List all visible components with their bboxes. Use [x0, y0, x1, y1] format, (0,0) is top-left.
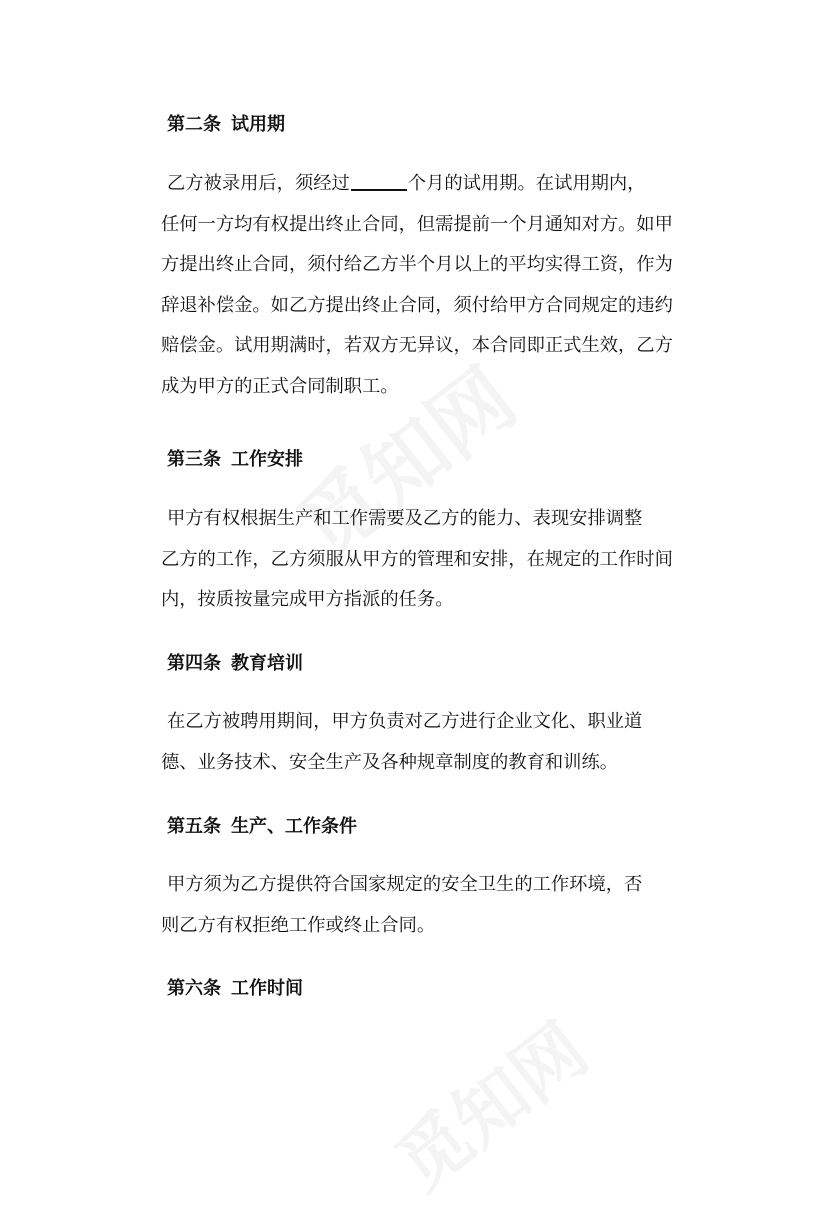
blank-field — [351, 171, 407, 191]
body-line: 则乙方有权拒绝工作或终止合同。 — [161, 914, 436, 936]
article-body — [161, 164, 723, 407]
body-line — [167, 164, 723, 205]
watermark — [371, 995, 605, 1209]
article-body — [161, 865, 723, 946]
body-line: 赔偿金。试用期满时，若双方无异议，本合同即正式生效，乙方 — [161, 335, 673, 356]
article-title: 教育培训 — [231, 653, 303, 674]
article-title: 生产、工作条件 — [231, 816, 357, 837]
body-line: 成为甲方的正式合同制职工。 — [161, 375, 399, 397]
body-line: 乙方的工作，乙方须服从甲方的管理和安排，在规定的工作时间 — [161, 548, 673, 570]
article-body — [161, 702, 723, 783]
article-title: 试用期 — [231, 114, 285, 135]
body-line: 辞退补偿金。如乙方提出终止合同，须付给甲方合同规定的违约 — [161, 294, 673, 316]
article-heading — [167, 447, 303, 473]
body-line: 甲方须为乙方提供符合国家规定的安全卫生的工作环境，否 — [167, 874, 643, 895]
article-title: 工作时间 — [231, 978, 303, 999]
article-body — [161, 499, 723, 621]
article-heading — [167, 814, 357, 840]
article-heading — [167, 976, 303, 1002]
article-heading — [167, 651, 303, 677]
body-line: 内，按质按量完成甲方指派的任务。 — [161, 589, 454, 610]
article-title: 工作安排 — [231, 449, 303, 470]
body-line: 甲方有权根据生产和工作需要及乙方的能力、表现安排调整 — [167, 508, 643, 529]
article-number: 第二条 — [167, 114, 221, 135]
article-number: 第六条 — [167, 978, 221, 999]
article-number: 第三条 — [167, 449, 221, 470]
body-line: 方提出终止合同，须付给乙方半个月以上的平均实得工资，作为 — [161, 254, 673, 275]
body-text: 个月的试用期。在试用期内， — [407, 173, 646, 194]
article-number: 第五条 — [167, 816, 221, 837]
article-heading — [167, 112, 285, 138]
body-line: 德、业务技术、安全生产及各种规章制度的教育和训练。 — [161, 751, 619, 773]
body-line: 在乙方被聘用期间，甲方负责对乙方进行企业文化、职业道 — [167, 711, 643, 732]
body-text: 乙方被录用后，须经过 — [167, 173, 350, 194]
article-number: 第四条 — [167, 653, 221, 674]
body-line: 任何一方均有权提出终止合同，但需提前一个月通知对方。如甲 — [161, 213, 673, 235]
